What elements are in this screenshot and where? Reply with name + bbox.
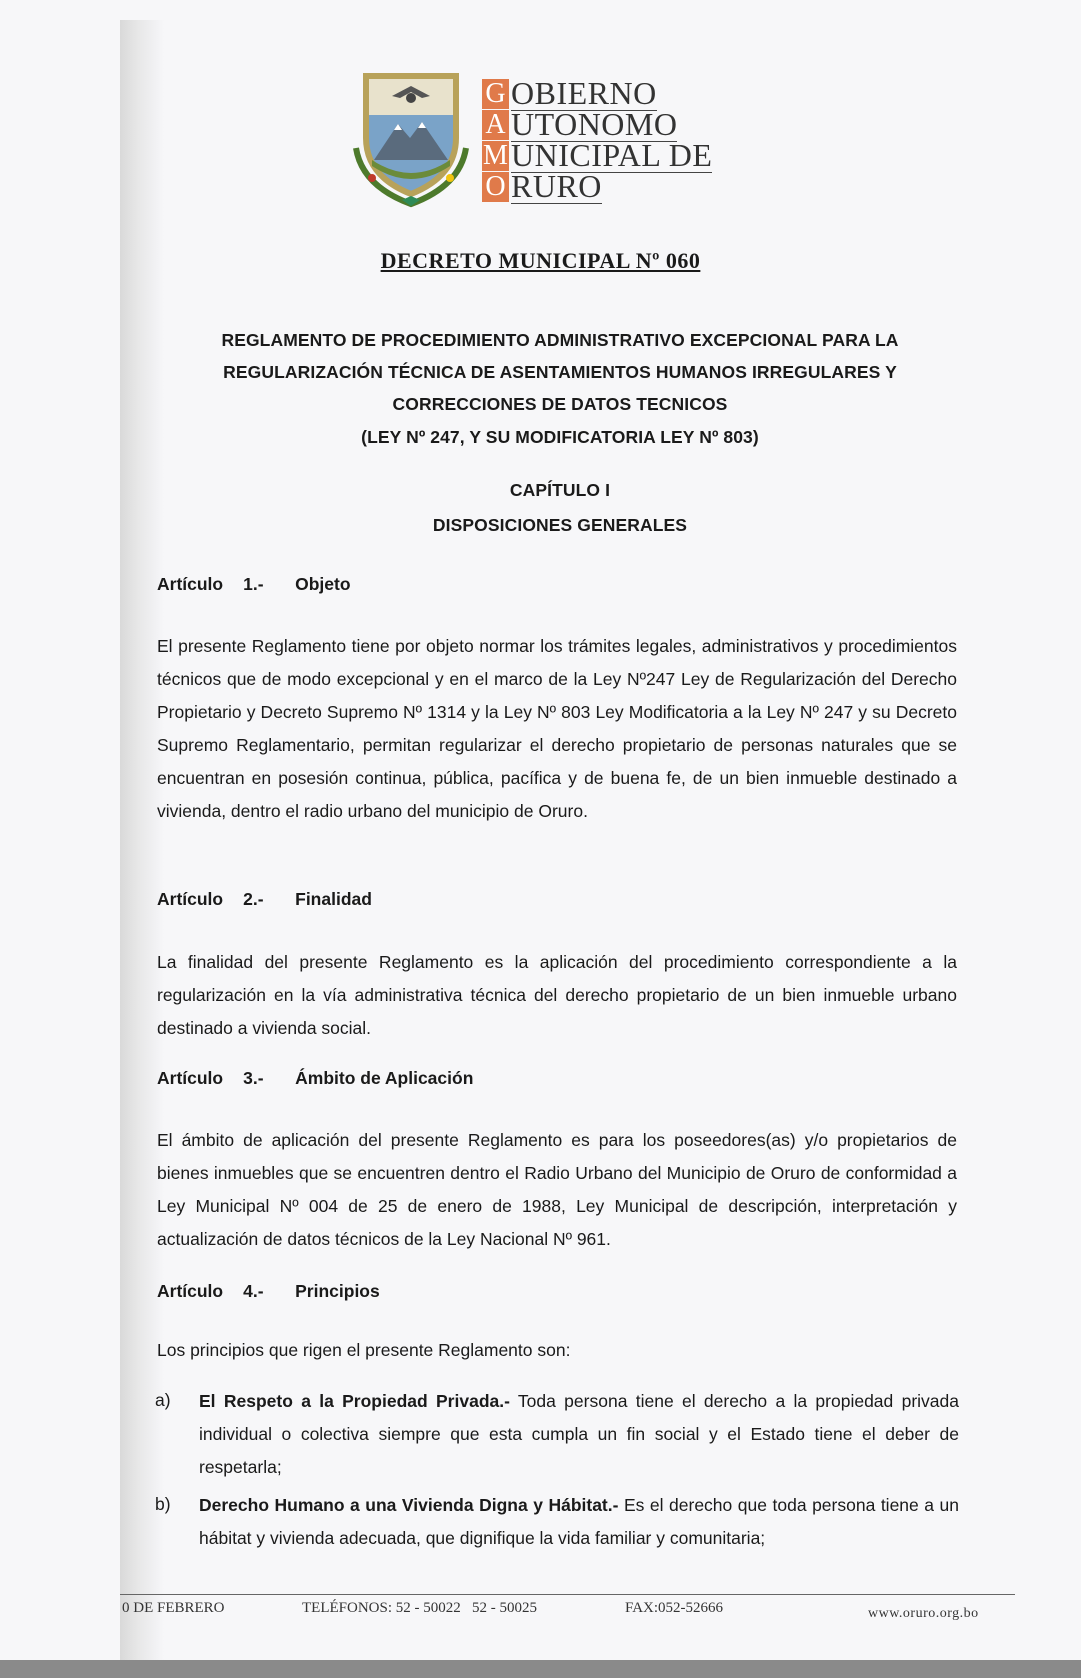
logo-letter: M (483, 139, 508, 171)
coat-of-arms-icon (352, 68, 470, 208)
chapter-title: DISPOSICIONES GENERALES (432, 515, 688, 535)
article-title: Objeto (295, 574, 351, 594)
article-text: El presente Reglamento tiene por objeto normar los trámites legales, administrativos y procedimientos técnicos que de modo excepcional y en el marco de la Ley Nº247 Ley de Regularización del Derecho Propietario y Decreto Supremo Nº 1314 y la Ley Nº 803 Ley Modificatoria a la Ley Nº 247 y su Decreto Supremo Reglamentario, permitan regularizar el derecho propietario de personas naturales que se encuentran en posesión continua, pública, pacífica y de buena fe, de un bien inmueble destinado a vivienda, dentro el radio urbano del municipio de Oruro. (157, 636, 957, 821)
logo-word: UNICIPAL DE (511, 136, 713, 173)
logo-wordmark (482, 74, 713, 204)
article-heading (157, 574, 351, 595)
article-title: Finalidad (295, 889, 372, 909)
principle-text: Toda persona tiene el derecho a la propiedad privada individual o colectiva siempre que esta cumpla un fin social y el Estado tiene el deber de respetarla; (199, 1391, 959, 1477)
article-label: Artículo (157, 574, 224, 594)
principle-title: El Respeto a la Propiedad Privada.- (199, 1391, 510, 1411)
article-text: Los principios que rigen el presente Reglamento son: (157, 1340, 571, 1360)
logo-letter: O (482, 172, 509, 202)
article-heading (157, 889, 372, 910)
decree-title: DECRETO MUNICIPAL Nº 060 (380, 248, 701, 273)
gamo-logo (352, 68, 732, 218)
regulation-title-line: REGULARIZACIÓN TÉCNICA DE ASENTAMIENTOS HUMANOS IRREGULARES Y (223, 362, 897, 382)
footer-fax: FAX:052-52666 (625, 1600, 724, 1616)
footer-website: www.oruro.org.bo (868, 1606, 979, 1621)
footer-phones: TELÉFONOS: 52 - 50022 52 - 50025 (302, 1600, 537, 1616)
article-number: 2.- (243, 889, 264, 909)
regulation-title-line: CORRECCIONES DE DATOS TECNICOS (392, 394, 728, 414)
logo-word: UTONOMO (511, 105, 678, 142)
principle-title: Derecho Humano a una Vivienda Digna y Hábitat.- (199, 1495, 619, 1515)
article-number: 4.- (243, 1281, 264, 1301)
list-item (199, 1489, 959, 1555)
article-label: Artículo (157, 889, 224, 909)
article-label: Artículo (157, 1281, 224, 1301)
list-item (199, 1385, 959, 1484)
article-text: La finalidad del presente Reglamento es la aplicación del procedimiento correspondiente a la regularización en la vía administrativa técnica del derecho propietario de un bien inmueble urbano destinado a vivienda social. (157, 952, 957, 1038)
article-title: Principios (295, 1281, 380, 1301)
footer-divider (120, 1594, 1015, 1595)
article-heading (157, 1281, 380, 1302)
principle-text: Es el derecho que toda persona tiene a un hábitat y vivienda adecuada, que dignifique la vida familiar y comunitaria; (199, 1495, 959, 1548)
logo-word: RURO (511, 167, 602, 204)
logo-letter: A (482, 110, 509, 140)
article-title: Ámbito de Aplicación (295, 1068, 474, 1088)
article-label: Artículo (157, 1068, 224, 1088)
article-number: 1.- (243, 574, 264, 594)
regulation-title-line: REGLAMENTO DE PROCEDIMIENTO ADMINISTRATIVO EXCEPCIONAL PARA LA (221, 330, 899, 350)
logo-letter: G (482, 79, 509, 109)
article-number: 3.- (243, 1068, 264, 1088)
logo-word: OBIERNO (511, 74, 657, 111)
list-item-label: b) (155, 1494, 171, 1514)
footer-address: 0 DE FEBRERO (122, 1600, 225, 1616)
article-heading (157, 1068, 473, 1089)
article-text: El ámbito de aplicación del presente Reglamento es para los poseedores(as) y/o propietarios de bienes inmuebles que se encuentren dentro el Radio Urbano del Municipio de Oruro de conformidad a Ley Municipal Nº 004 de 25 de enero de 1988, Ley Municipal de descripción, interpretación y actualización de datos técnicos de la Ley Nacional Nº 961. (157, 1130, 957, 1249)
chapter-number: CAPÍTULO I (509, 480, 611, 500)
list-item-label: a) (155, 1390, 171, 1410)
regulation-title-line: (LEY Nº 247, Y SU MODIFICATORIA LEY Nº 803) (361, 427, 759, 447)
